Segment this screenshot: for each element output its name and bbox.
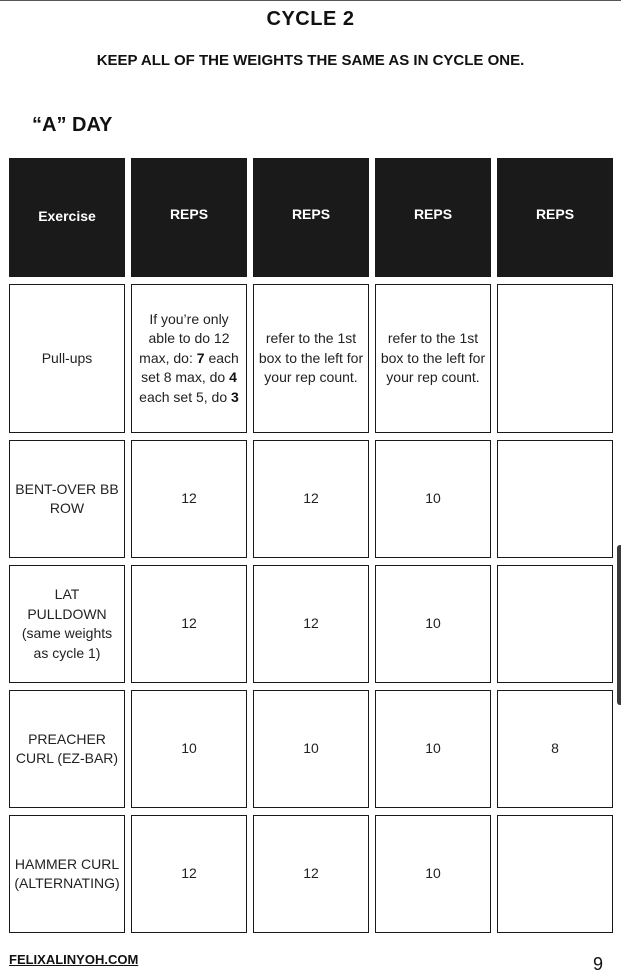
top-border-line (0, 0, 621, 1)
instruction-line-1: If you’re only able to do 12 max, do: (139, 310, 230, 366)
section-title: “A” DAY (32, 114, 113, 136)
hammer-curl-reps-4 (497, 815, 613, 933)
page-subtitle: KEEP ALL OF THE WEIGHTS THE SAME AS IN CYCLE ONE. (96, 52, 525, 69)
workout-table (9, 158, 613, 933)
pullups-reps-3: refer to the 1st box to the left for your rep count. (375, 284, 491, 433)
header-reps-1: REPS (131, 158, 247, 277)
bent-over-row-reps-4 (497, 440, 613, 558)
exercise-name-preacher-curl: PREACHER CURL (EZ-BAR) (9, 690, 125, 808)
hammer-curl-reps-2: 12 (253, 815, 369, 933)
preacher-curl-reps-3: 10 (375, 690, 491, 808)
exercise-name-hammer-curl: HAMMER CURL (ALTERNATING) (9, 815, 125, 933)
pullups-reps-instructions (131, 284, 247, 433)
instruction-value-1: 7 (196, 349, 205, 366)
page-title: CYCLE 2 (266, 8, 355, 30)
lat-pulldown-reps-1: 12 (131, 565, 247, 683)
header-reps-2: REPS (253, 158, 369, 277)
bent-over-row-reps-1: 12 (131, 440, 247, 558)
hammer-curl-reps-3: 10 (375, 815, 491, 933)
bent-over-row-reps-2: 12 (253, 440, 369, 558)
exercise-name-pullups: Pull-ups (9, 284, 125, 433)
scrollbar-edge[interactable] (617, 545, 621, 705)
header-reps-3: REPS (375, 158, 491, 277)
pullups-instructions-text (136, 310, 242, 408)
preacher-curl-reps-1: 10 (131, 690, 247, 808)
page-number: 9 (592, 954, 603, 974)
pullups-reps-2: refer to the 1st box to the left for your rep count. (253, 284, 369, 433)
instruction-value-2: 4 (229, 369, 237, 386)
lat-pulldown-reps-2: 12 (253, 565, 369, 683)
preacher-curl-reps-2: 10 (253, 690, 369, 808)
exercise-name-bent-over-row: BENT-OVER BB ROW (9, 440, 125, 558)
hammer-curl-reps-1: 12 (131, 815, 247, 933)
pullups-reps-4 (497, 284, 613, 433)
exercise-name-lat-pulldown: LAT PULLDOWN (same weights as cycle 1) (9, 565, 125, 683)
instruction-line-3: each set 5, do (139, 388, 232, 405)
lat-pulldown-reps-3: 10 (375, 565, 491, 683)
bent-over-row-reps-3: 10 (375, 440, 491, 558)
header-exercise: Exercise (9, 158, 125, 277)
preacher-curl-reps-4: 8 (497, 690, 613, 808)
instruction-value-3: 3 (231, 388, 239, 405)
footer-site-link[interactable]: FELIXALINYOH.COM (9, 952, 139, 967)
lat-pulldown-reps-4 (497, 565, 613, 683)
header-reps-4: REPS (497, 158, 613, 277)
instruction-line-2: each set 8 max, do (141, 349, 239, 386)
